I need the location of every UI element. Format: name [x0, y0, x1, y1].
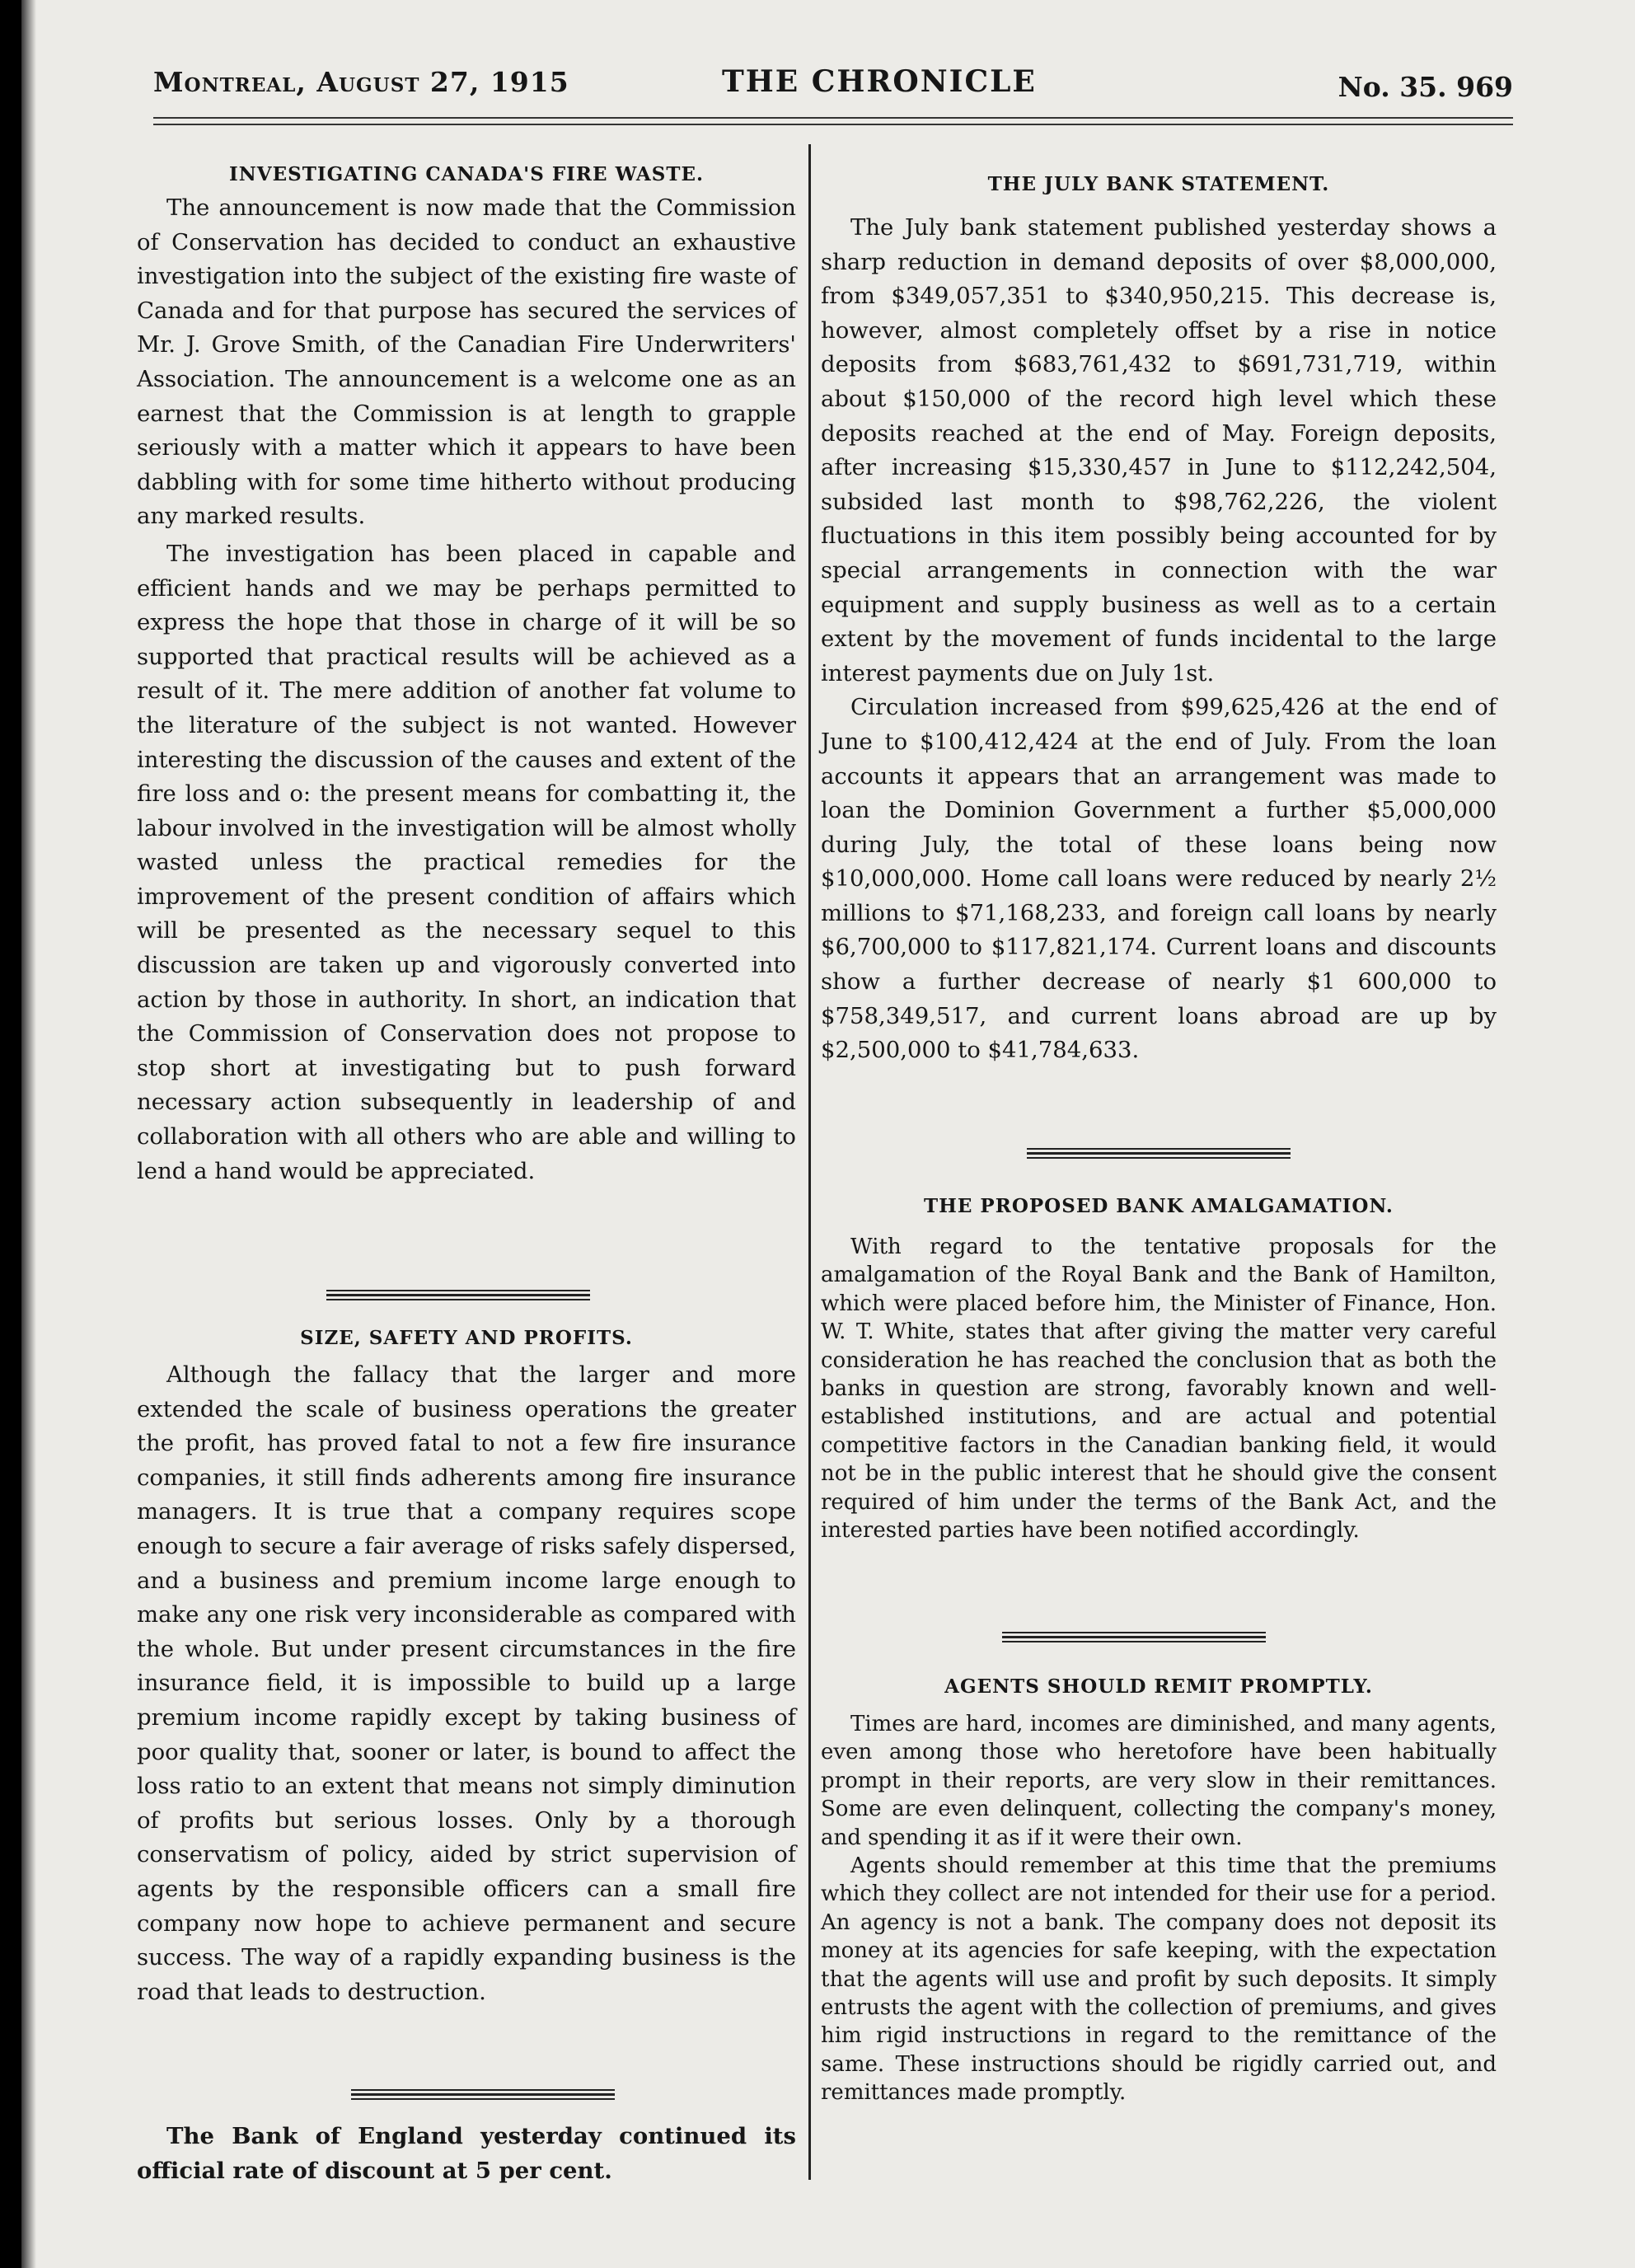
header-dateline: Montreal, August 27, 1915 — [153, 66, 569, 98]
paragraph: The investigation has been placed in capable and efficient hands and we may be perhaps permitted to express the hope that those in charge of it will be so supported that practical results will be achieved as a result of it. The mere addition of another fat volume to the literature of the subject is not wanted. However interesting the discussion of the causes and extent of the fire loss and o: the present means for combatting it, the labour involved in the investigation will be almost wholly wasted unless the practical remedies for the improvement of the present condition of affairs which will be presented as the necessary sequel to this discussion are taken up and vigorously converted into action by those in authority. In short, an indication that the Commission of Conservation does not propose to stop short at investigating but to push forward necessary action subsequently in leadership of and collaboration with all others who are able and willing to lend a hand would be appreciated. — [137, 540, 796, 1184]
paragraph: With regard to the tentative proposals for the amalgamation of the Royal Bank and the Bank of Hamilton, which were placed before him, the Minister of Finance, Hon. W. T. White, states that after giving the matter very careful consideration he has reached the conclusion that as both the banks in question are strong, favorably known and well-established institutions, and are actual and potential competitive factors in the Canadian banking field, it would not be in the public interest that he should give the consent required of him under the terms of the Bank Act, and the interested parties have been notified accordingly. — [821, 1235, 1497, 1544]
header-issue-page: No. 35. 969 — [1338, 71, 1513, 103]
paragraph: Times are hard, incomes are diminished, and many agents, even among those who heretofore have been habitually prompt in their reports, are very slow in their remittances. Some are even delinquent, collecting the company's money, and spending it as if it were their own. — [821, 1712, 1497, 1850]
header-rule-top — [153, 117, 1513, 119]
header-rule-bottom — [153, 124, 1513, 125]
article-body-july-bank-statement — [821, 211, 1497, 1068]
article-title-bank-amalgamation: THE PROPOSED BANK AMALGAMATION. — [924, 1195, 1394, 1217]
section-separator — [1027, 1148, 1291, 1160]
page-edge-shadow — [21, 0, 36, 2268]
page-header — [153, 66, 1513, 124]
article-title-fire-waste: INVESTIGATING CANADA'S FIRE WASTE. — [228, 163, 705, 185]
article-body-bank-amalgamation — [821, 1233, 1497, 1544]
newspaper-page — [21, 0, 1635, 2268]
header-publication-title: THE CHRONICLE — [722, 64, 1037, 99]
bank-of-england-note — [137, 2120, 796, 2188]
article-title-agents-remit: AGENTS SHOULD REMIT PROMPTLY. — [944, 1675, 1373, 1698]
article-body-size-safety-profits — [137, 1358, 796, 2009]
paragraph: The Bank of England yesterday continued its official rate of discount at 5 per cent. — [137, 2123, 796, 2184]
paragraph: Agents should remember at this time that the premiums which they collect are not intended for their use for a period. An agency is not a bank. The company does not deposit its money at its agencies for safe keeping, with the expectation that the agents will use and profit by such deposits. It simply entrusts the agent with the collection of premiums, and gives him rigid instructions in regard to the remittance of the same. These instructions should be rigidly carried out, and remittances made promptly. — [821, 1853, 1497, 2106]
paragraph: Circulation increased from $99,625,426 at the end of June to $100,412,424 at the end of July. From the loan accounts it appears that an arrangement was made to loan the Dominion Government a further $5,000,000 during July, the total of these loans being now $10,000,000. Home call loans were reduced by nearly 2½ millions to $71,168,233, and foreign call loans by nearly $6,700,000 to $117,821,174. Current loans and discounts show a further decrease of nearly $1 600,000 to $758,349,517, and current loans abroad are up by $2,500,000 to $41,784,633. — [821, 694, 1497, 1064]
article-title-size-safety-profits: SIZE, SAFETY AND PROFITS. — [300, 1327, 633, 1349]
paragraph: The announcement is now made that the Commission of Conservation has decided to conduct an exhaustive investigation into the subject of the existing fire waste of Canada and for that purpose has secured the services of Mr. J. Grove Smith, of the Canadian Fire Underwriters' Association. The announcement is a welcome one as an earnest that the Commission is at length to grapple seriously with a matter which it appears to have been dabbling with for some time hitherto without producing any marked results. — [137, 194, 796, 530]
article-body-fire-waste — [137, 191, 796, 1188]
section-separator — [351, 2089, 615, 2101]
section-separator — [1002, 1632, 1266, 1643]
paragraph: Although the fallacy that the larger and more extended the scale of business operations the greater the profit, has proved fatal to not a few fire insurance companies, it still finds adherents among fire insurance managers. It is true that a company requires scope enough to secure a fair average of risks safely dispersed, and a business and premium income large enough to make any one risk very inconsiderable as compared with the whole. But under present circumstances in the fire insurance field, it is impossible to build up a large premium income rapidly except by taking business of poor quality that, sooner or later, is bound to affect the loss ratio to an extent that means not simply diminution of profits but serious losses. Only by a thorough conservatism of policy, aided by strict supervision of agents by the responsible officers can a small fire company now hope to achieve permanent and secure success. The way of a rapidly expanding business is the road that leads to destruction. — [137, 1361, 796, 2005]
paragraph: The July bank statement published yesterday shows a sharp reduction in demand deposits of over $8,000,000, from $349,057,351 to $340,950,215. This decrease is, however, almost completely offset by a rise in notice deposits from $683,761,432 to $691,731,719, within about $150,000 of the record high level which these deposits reached at the end of May. Foreign deposits, after increasing $15,330,457 in June to $112,242,504, subsided last month to $98,762,226, the violent fluctuations in this item possibly being accounted for by special arrangements in connection with the war equipment and supply business as well as to a certain extent by the movement of funds incidental to the large interest payments due on July 1st. — [821, 214, 1497, 686]
article-title-july-bank-statement: THE JULY BANK STATEMENT. — [987, 173, 1330, 195]
article-body-agents-remit — [821, 1710, 1497, 2107]
column-divider — [808, 144, 811, 2180]
section-separator — [326, 1290, 590, 1301]
